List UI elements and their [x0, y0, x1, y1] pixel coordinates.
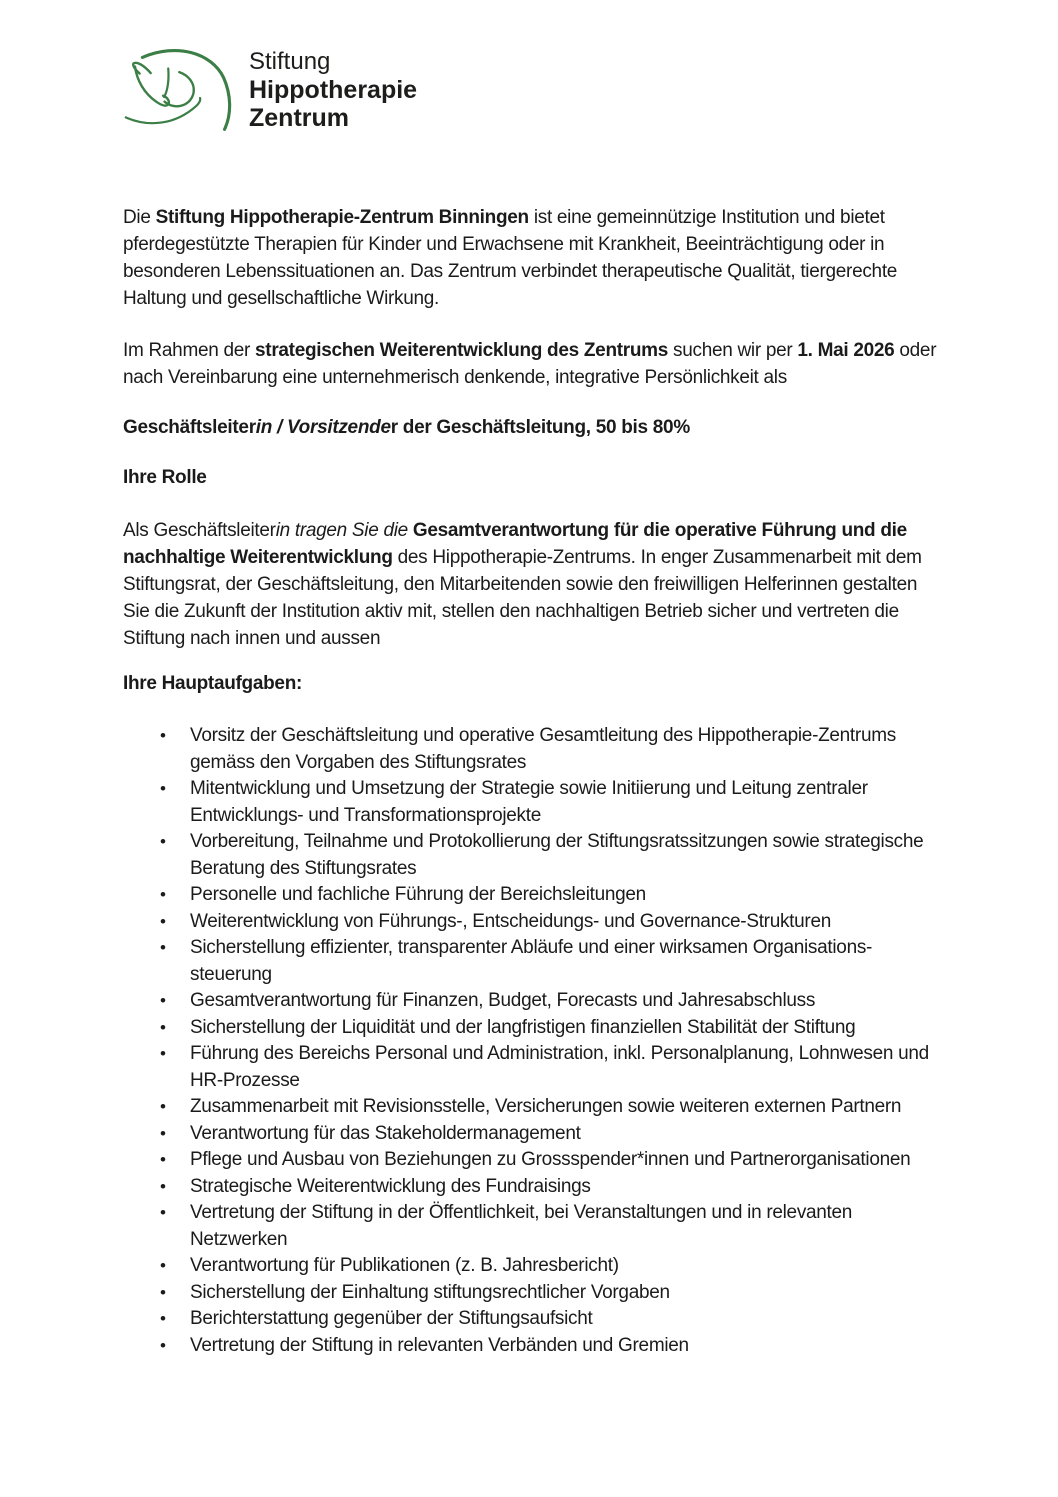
bullet-icon: •: [160, 991, 166, 1010]
bullet-icon: •: [160, 885, 166, 904]
document-body: [123, 204, 940, 1359]
text-run: r der Geschäftsleitung, 50 bis 80%: [390, 417, 690, 438]
list-item-text: Führung des Bereichs Personal und Administration, inkl. Personalplanung, Lohnwesen und HR-Prozesse: [190, 1043, 929, 1091]
bullet-icon: •: [160, 1282, 166, 1302]
logo-wordmark: [249, 42, 417, 132]
list-item: [123, 1041, 940, 1094]
bullet-icon: •: [160, 1150, 166, 1169]
text-run: in tragen Sie die: [275, 520, 413, 541]
text-run: in / Vorsitzende: [255, 417, 391, 438]
text-run: 1. Mai 2026: [797, 340, 895, 361]
logo-line-stiftung: Stiftung: [249, 48, 331, 75]
list-item-text: Zusammenarbeit mit Revisionsstelle, Versicherungen sowie weiteren externen Partnern: [190, 1096, 902, 1117]
list-item: [123, 935, 940, 988]
list-item: [123, 1121, 940, 1148]
list-item-text: Verantwortung für das Stakeholdermanagement: [190, 1122, 581, 1144]
text-run: Als Geschäftsleiter: [123, 520, 276, 541]
horse-logo-icon: [123, 42, 243, 142]
bullet-icon: •: [160, 1256, 166, 1275]
text-run: Gesamtverantwortung für die operative Führung und die nachhaltige Weiterentwicklung: [123, 520, 907, 568]
list-item: [123, 1306, 940, 1333]
section-heading-role: Ihre Rolle: [123, 467, 207, 488]
bullet-icon: •: [160, 1017, 166, 1037]
bullet-icon: •: [160, 1097, 166, 1116]
text-run: des Hippotherapie-Zentrums. In enger Zusammenarbeit mit dem Stiftungsrat, der Geschäftsleitung, den Mitarbeitenden sowie den freiwilligen Helferinnen gestalten Sie die Zukunft der Institution aktiv mit, stellen den nachhaltigen Betrieb sicher und vertreten die Stiftung nach innen und aussen: [123, 547, 922, 649]
list-item-text: Vorsitz der Geschäftsleitung und operative Gesamtleitung des Hippotherapie-Zentrums gemäss den Vorgaben des Stiftungsrates: [190, 725, 896, 773]
list-item-text: Personelle und fachliche Führung der Bereichsleitungen: [190, 884, 646, 905]
list-item: [123, 1253, 940, 1280]
role-paragraph: [123, 517, 940, 652]
text-run: strategischen Weiterentwicklung des Zentrums: [255, 340, 669, 361]
list-item: [123, 1280, 940, 1307]
list-item: [123, 1147, 940, 1174]
section-heading-tasks: Ihre Hauptaufgaben:: [123, 673, 303, 694]
bullet-icon: •: [160, 938, 166, 957]
list-item: [123, 909, 940, 936]
text-run: Stiftung Hippotherapie-Zentrum Binningen: [155, 207, 529, 228]
list-item-text: Strategische Weiterentwicklung des Fundraisings: [190, 1175, 591, 1197]
list-item-text: Vertretung der Stiftung in der Öffentlichkeit, bei Veranstaltungen und in relevanten Netzwerken: [190, 1202, 853, 1250]
intro-paragraph: [123, 204, 940, 312]
list-item: [123, 776, 940, 829]
list-item: [123, 1333, 940, 1360]
list-item: [123, 1174, 940, 1201]
bullet-icon: •: [160, 1203, 166, 1222]
text-run: suchen wir per: [668, 340, 798, 361]
list-item-text: Verantwortung für Publikationen (z. B. Jahresbericht): [190, 1255, 619, 1276]
tasks-list: [123, 723, 940, 1359]
text-run: oder nach Vereinbarung eine unternehmerisch denkende, integrative Persönlichkeit als: [123, 340, 937, 388]
bullet-icon: •: [160, 1044, 166, 1063]
bullet-icon: •: [160, 779, 166, 798]
bullet-icon: •: [160, 1309, 166, 1328]
logo-line-zentrum: Zentrum: [249, 104, 349, 132]
list-item: [123, 1094, 940, 1121]
list-item-text: Sicherstellung der Liquidität und der langfristigen finanziellen Stabilität der Stiftung: [190, 1016, 856, 1038]
bullet-icon: •: [160, 832, 166, 851]
list-item-text: Weiterentwicklung von Führungs-, Entscheidungs- und Governance-Strukturen: [190, 910, 831, 932]
list-item-text: Gesamtverantwortung für Finanzen, Budget, Forecasts und Jahresabschluss: [190, 990, 816, 1011]
job-title: [123, 414, 940, 441]
list-item: [123, 882, 940, 909]
list-item: [123, 1200, 940, 1253]
list-item-text: Mitentwicklung und Umsetzung der Strategie sowie Initiierung und Leitung zentraler Entwicklungs- und Transformationsprojekte: [190, 778, 868, 826]
bullet-icon: •: [160, 1335, 166, 1355]
list-item-text: Pflege und Ausbau von Beziehungen zu Grossspender*innen und Partnerorganisationen: [190, 1149, 911, 1170]
text-run: Im Rahmen der: [123, 340, 256, 361]
logo-line-hippotherapie: Hippotherapie: [249, 76, 418, 104]
list-item-text: Vorbereitung, Teilnahme und Protokollierung der Stiftungsratssitzungen sowie strategische Beratung des Stiftungsrates: [190, 831, 924, 879]
bullet-icon: •: [160, 911, 166, 931]
search-paragraph: [123, 337, 940, 391]
text-run: Die: [123, 207, 156, 228]
text-run: ist eine gemeinnützige Institution und bietet pferdegestützte Therapien für Kinder und Erwachsene mit Krankheit, Beeinträchtigung oder in besonderen Lebenssituationen an. Das Zentrum verbindet therapeutische Qualität, tiergerechte Haltung und gesellschaftliche Wirkung.: [123, 207, 898, 309]
bullet-icon: •: [160, 1176, 166, 1196]
text-run: Geschäftsleiter: [123, 417, 256, 438]
logo: [123, 42, 940, 142]
list-item: [123, 1015, 940, 1042]
list-item: [123, 988, 940, 1015]
list-item-text: Sicherstellung effizienter, transparenter Abläufe und einer wirksamen Organisationssteuerung: [190, 937, 873, 985]
list-item: [123, 723, 940, 776]
bullet-icon: •: [160, 1123, 166, 1143]
list-item-text: Vertretung der Stiftung in relevanten Verbänden und Gremien: [190, 1334, 689, 1356]
bullet-icon: •: [160, 726, 166, 745]
list-item-text: Sicherstellung der Einhaltung stiftungsrechtlicher Vorgaben: [190, 1281, 670, 1303]
list-item-text: Berichterstattung gegenüber der Stiftungsaufsicht: [190, 1308, 593, 1329]
list-item: [123, 829, 940, 882]
